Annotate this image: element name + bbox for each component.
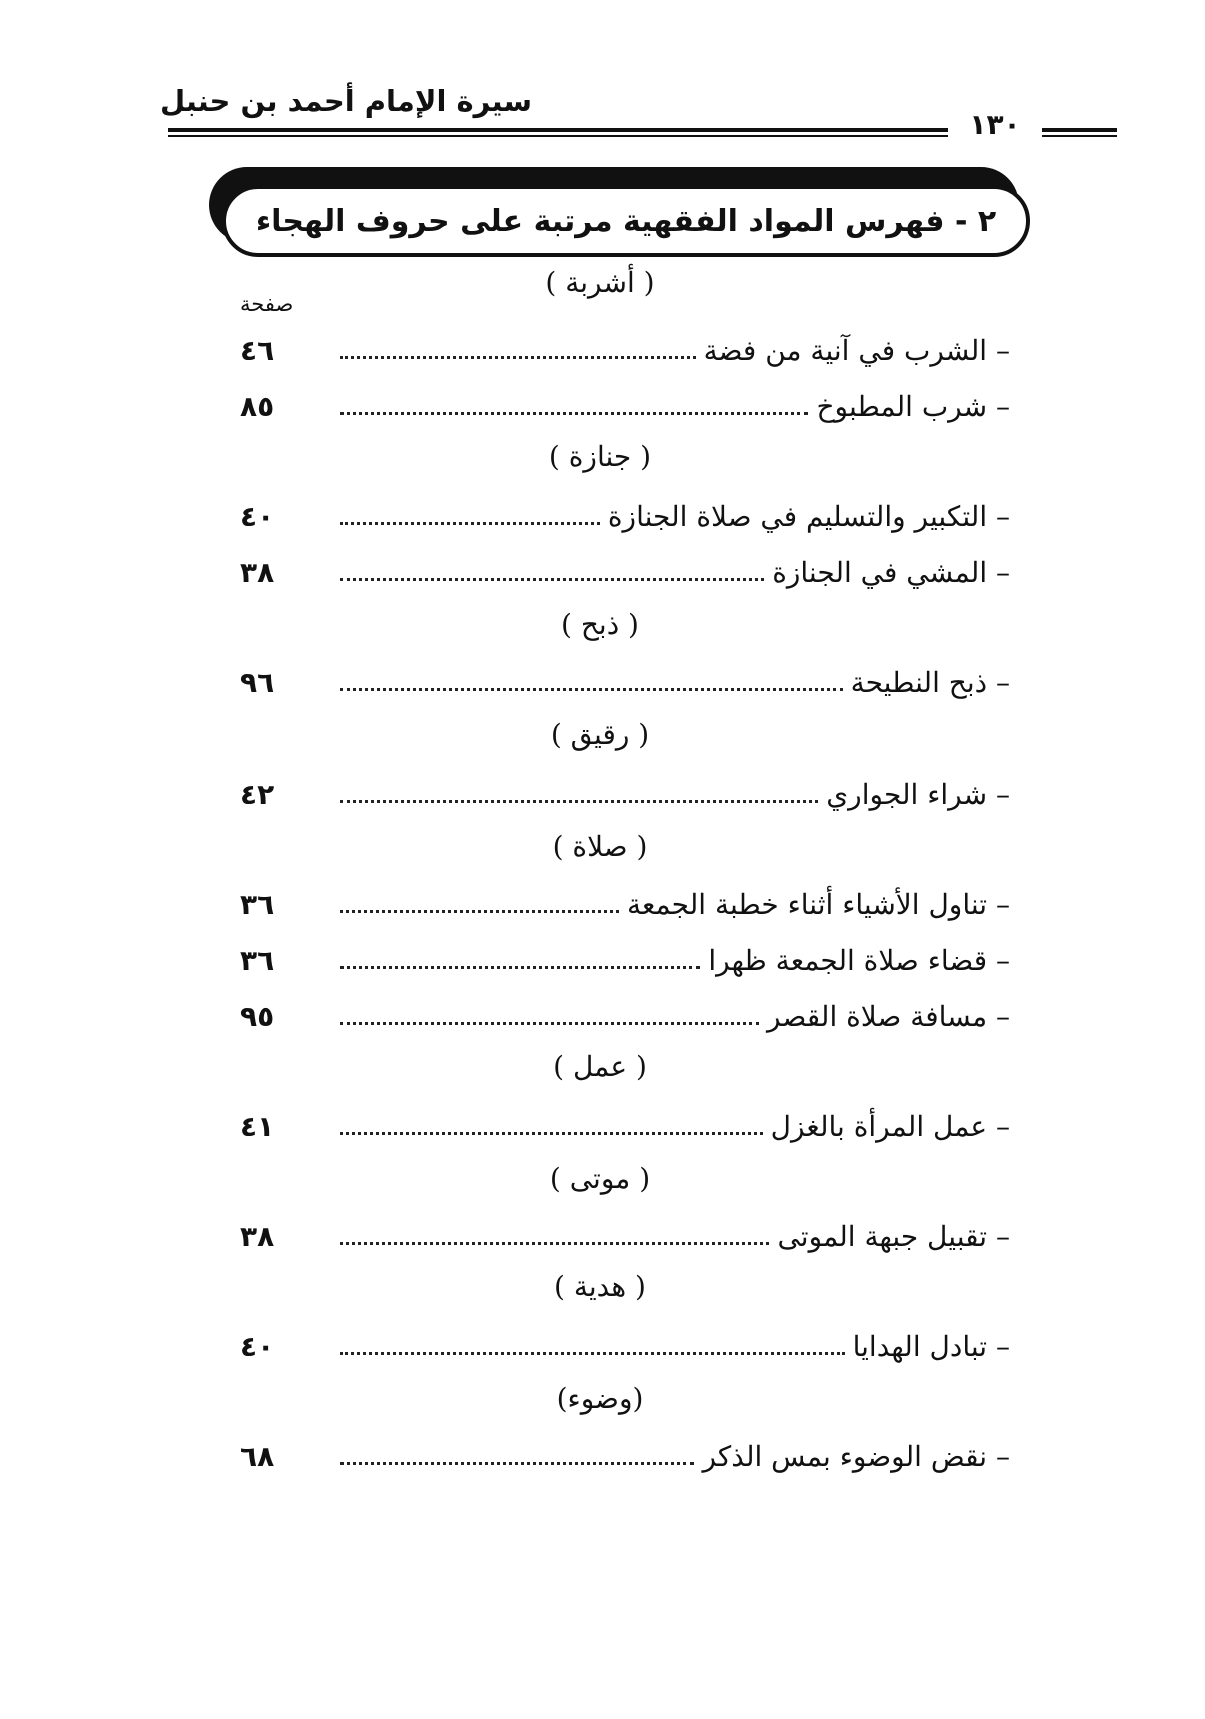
section-heading: (وضوء) [556,1382,644,1415]
entry-topic: – تناول الأشياء أثناء خطبة الجمعة [626,887,1010,921]
dot-leader [340,1352,845,1355]
entry-page: ٤٠ [240,499,275,533]
index-entry [240,1436,1010,1476]
dot-leader [340,412,808,415]
index-entry [240,496,1010,536]
section-heading: ( صلاة ) [552,830,648,863]
dot-leader [340,688,843,691]
dot-leader [340,1022,759,1025]
index-entry [240,662,1010,702]
dot-leader [340,356,696,359]
entry-topic: – ذبح النطيحة [850,665,1010,699]
entry-page: ٤٦ [240,333,275,367]
header-rule [168,128,948,132]
entry-topic: – الشرب في آنية من فضة [703,333,1010,367]
section-heading: ( عمل ) [553,1050,647,1083]
entry-topic: – عمل المرأة بالغزل [770,1109,1010,1143]
dot-leader [340,578,764,581]
section-heading: ( ذبح ) [561,608,639,641]
dot-leader [340,522,600,525]
section-heading: ( أشربة ) [545,266,655,299]
header-rule-right-thin [1042,135,1117,137]
page-column-label: صفحة [240,292,294,316]
index-entry [240,1326,1010,1366]
dot-leader [340,800,818,803]
entry-topic: – المشي في الجنازة [772,555,1010,589]
index-title: ٢ - فهرس المواد الفقهية مرتبة على حروف الهجاء [255,203,997,239]
index-entry [240,386,1010,426]
entry-page: ٩٦ [240,665,275,699]
entry-page: ٦٨ [240,1439,275,1473]
header-rule-right [1042,128,1117,132]
entry-page: ٣٦ [240,887,275,921]
index-entry [240,1106,1010,1146]
dot-leader [340,910,619,913]
section-heading: ( هدية ) [554,1270,646,1303]
section-heading: ( جنازة ) [548,440,652,473]
entry-page: ٩٥ [240,999,275,1033]
title-box [222,185,1030,257]
entry-topic: – نقض الوضوء بمس الذكر [702,1439,1010,1473]
entry-page: ٤٠ [240,1329,275,1363]
entry-page: ٨٥ [240,389,275,423]
entry-page: ٣٨ [240,555,275,589]
dot-leader [340,966,700,969]
index-entry [240,884,1010,924]
entry-page: ٣٨ [240,1219,275,1253]
entry-topic: – شرب المطبوخ [816,389,1010,423]
dot-leader [340,1132,763,1135]
index-entry [240,774,1010,814]
entry-topic: – قضاء صلاة الجمعة ظهرا [708,943,1010,977]
running-title: سيرة الإمام أحمد بن حنبل [160,84,533,118]
entry-topic: – شراء الجواري [826,777,1010,811]
section-heading: ( رقيق ) [550,718,650,751]
entry-topic: – مسافة صلاة القصر [767,999,1010,1033]
entry-page: ٤١ [240,1109,275,1143]
entry-page: ٣٦ [240,943,275,977]
index-entry [240,940,1010,980]
entry-topic: – تقبيل جبهة الموتى [777,1219,1010,1253]
index-entry [240,330,1010,370]
header-rule-thin [168,135,948,137]
index-entry [240,1216,1010,1256]
page-number: ١٣٠ [969,108,1021,141]
entry-page: ٤٢ [240,777,275,811]
entry-topic: – تبادل الهدايا [852,1329,1010,1363]
index-entry [240,552,1010,592]
dot-leader [340,1242,769,1245]
dot-leader [340,1462,694,1465]
entry-topic: – التكبير والتسليم في صلاة الجنازة [607,499,1010,533]
section-heading: ( موتى ) [549,1162,651,1195]
index-entry [240,996,1010,1036]
